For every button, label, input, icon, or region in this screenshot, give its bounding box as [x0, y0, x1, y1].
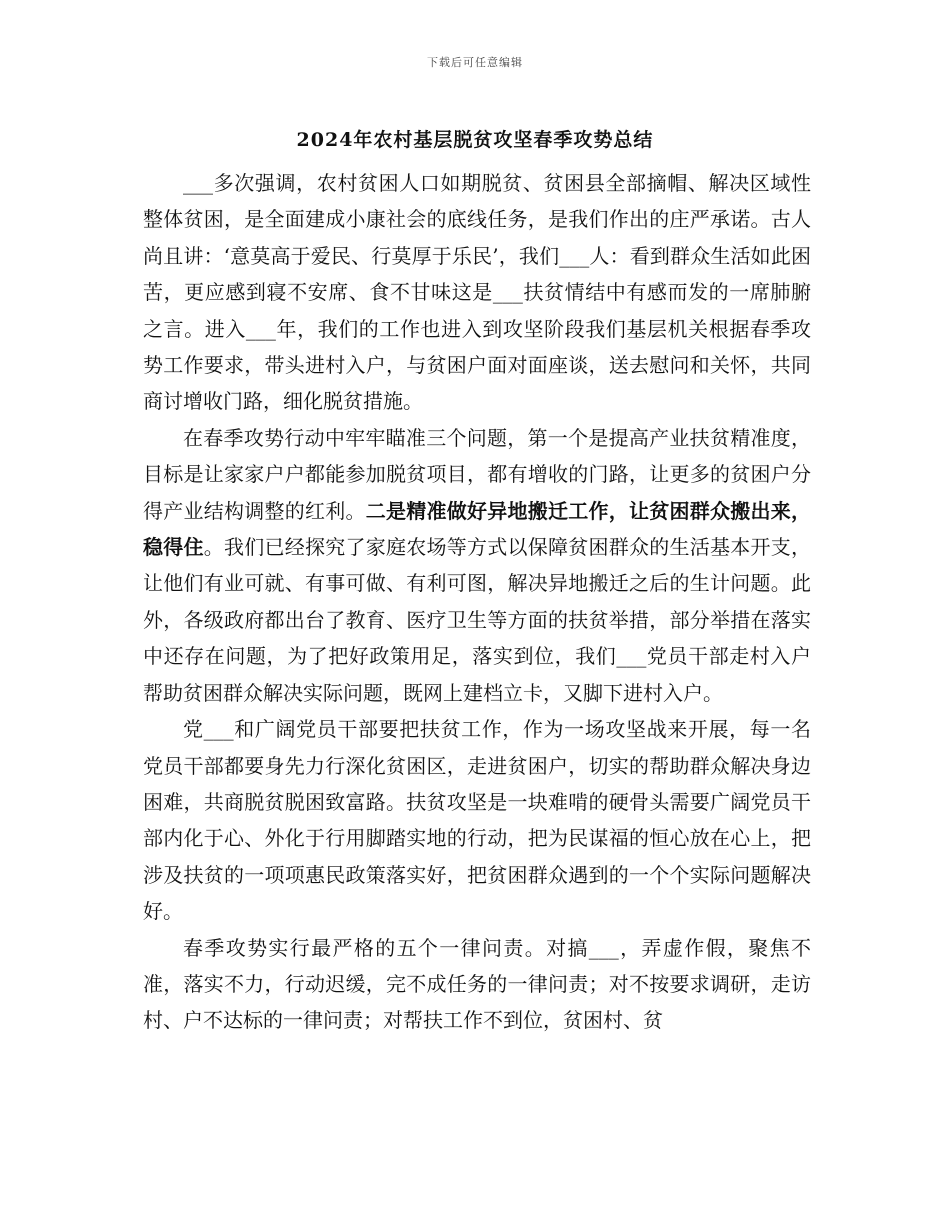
paragraph-2-text-after: 。我们已经探究了家庭农场等方式以保障贫困群众的生活基本开支，让他们有业可就、有事可做、有利可图，解决异地搬迁之后的生计问题。此外，各级政府都出台了教育、医疗卫生等方面的扶贫举措，部分举措在落实中还存在问题，为了把好政策用足，落实到位，我们___党员干部走村入户帮助贫困群众解决实际问题，既网上建档立卡，又脚下进村入户。: [143, 535, 811, 705]
document-title: 2024年农村基层脱贫攻坚春季攻势总结: [296, 129, 654, 151]
page-header-note: 下载后可任意编辑: [427, 56, 523, 69]
paragraph-1: ___多次强调，农村贫困人口如期脱贫、贫困县全部摘帽、解决区域性整体贫困，是全面建成小康社会的底线任务，是我们作出的庄严承诺。古人尚且讲：‘意莫高于爱民、行莫厚于乐民’，我们___人：看到群众生活如此困苦，更应感到寝不安席、食不甘味这是___扶贫情结中有感而发的一席肺腑之言。进入___年，我们的工作也进入到攻坚阶段我们基层机关根据春季攻势工作要求，带头进村入户，与贫困户面对面座谈，送去慰问和关怀，共同商讨增收门路，细化脱贫措施。: [143, 171, 811, 414]
paragraph-4: 春季攻势实行最严格的五个一律问责。对搞___，弄虚作假，聚焦不准，落实不力，行动迟缓，完不成任务的一律问责；对不按要求调研，走访村、户不达标的一律问责；对帮扶工作不到位，贫困村、贫: [143, 935, 811, 1033]
paragraph-3: 党___和广阔党员干部要把扶贫工作，作为一场攻坚战来开展，每一名党员干部都要身先力行深化贫困区，走进贫困户，切实的帮助群众解决身边困难，共商脱贫脱困致富路。扶贫攻坚是一块难啃的硬骨头需要广阔党员干部内化于心、外化于行用脚踏实地的行动，把为民谋福的恒心放在心上，把涉及扶贫的一项项惠民政策落实好，把贫困群众遇到的一个个实际问题解决好。: [143, 717, 811, 924]
paragraph-2-text-before: 在春季攻势行动中牢牢瞄准三个问题，第一个是提高产业扶贫精准度，目标是让家家户户都能参加脱贫项目，都有增收的门路，让更多的贫困户分得产业结构调整的红利。: [143, 425, 811, 523]
document-body: [143, 165, 811, 1039]
paragraph-2: [143, 420, 811, 711]
paragraph-2-bold-text: 二是精准做好异地搬迁工作，让贫困群众搬出来，稳得住: [143, 498, 811, 560]
